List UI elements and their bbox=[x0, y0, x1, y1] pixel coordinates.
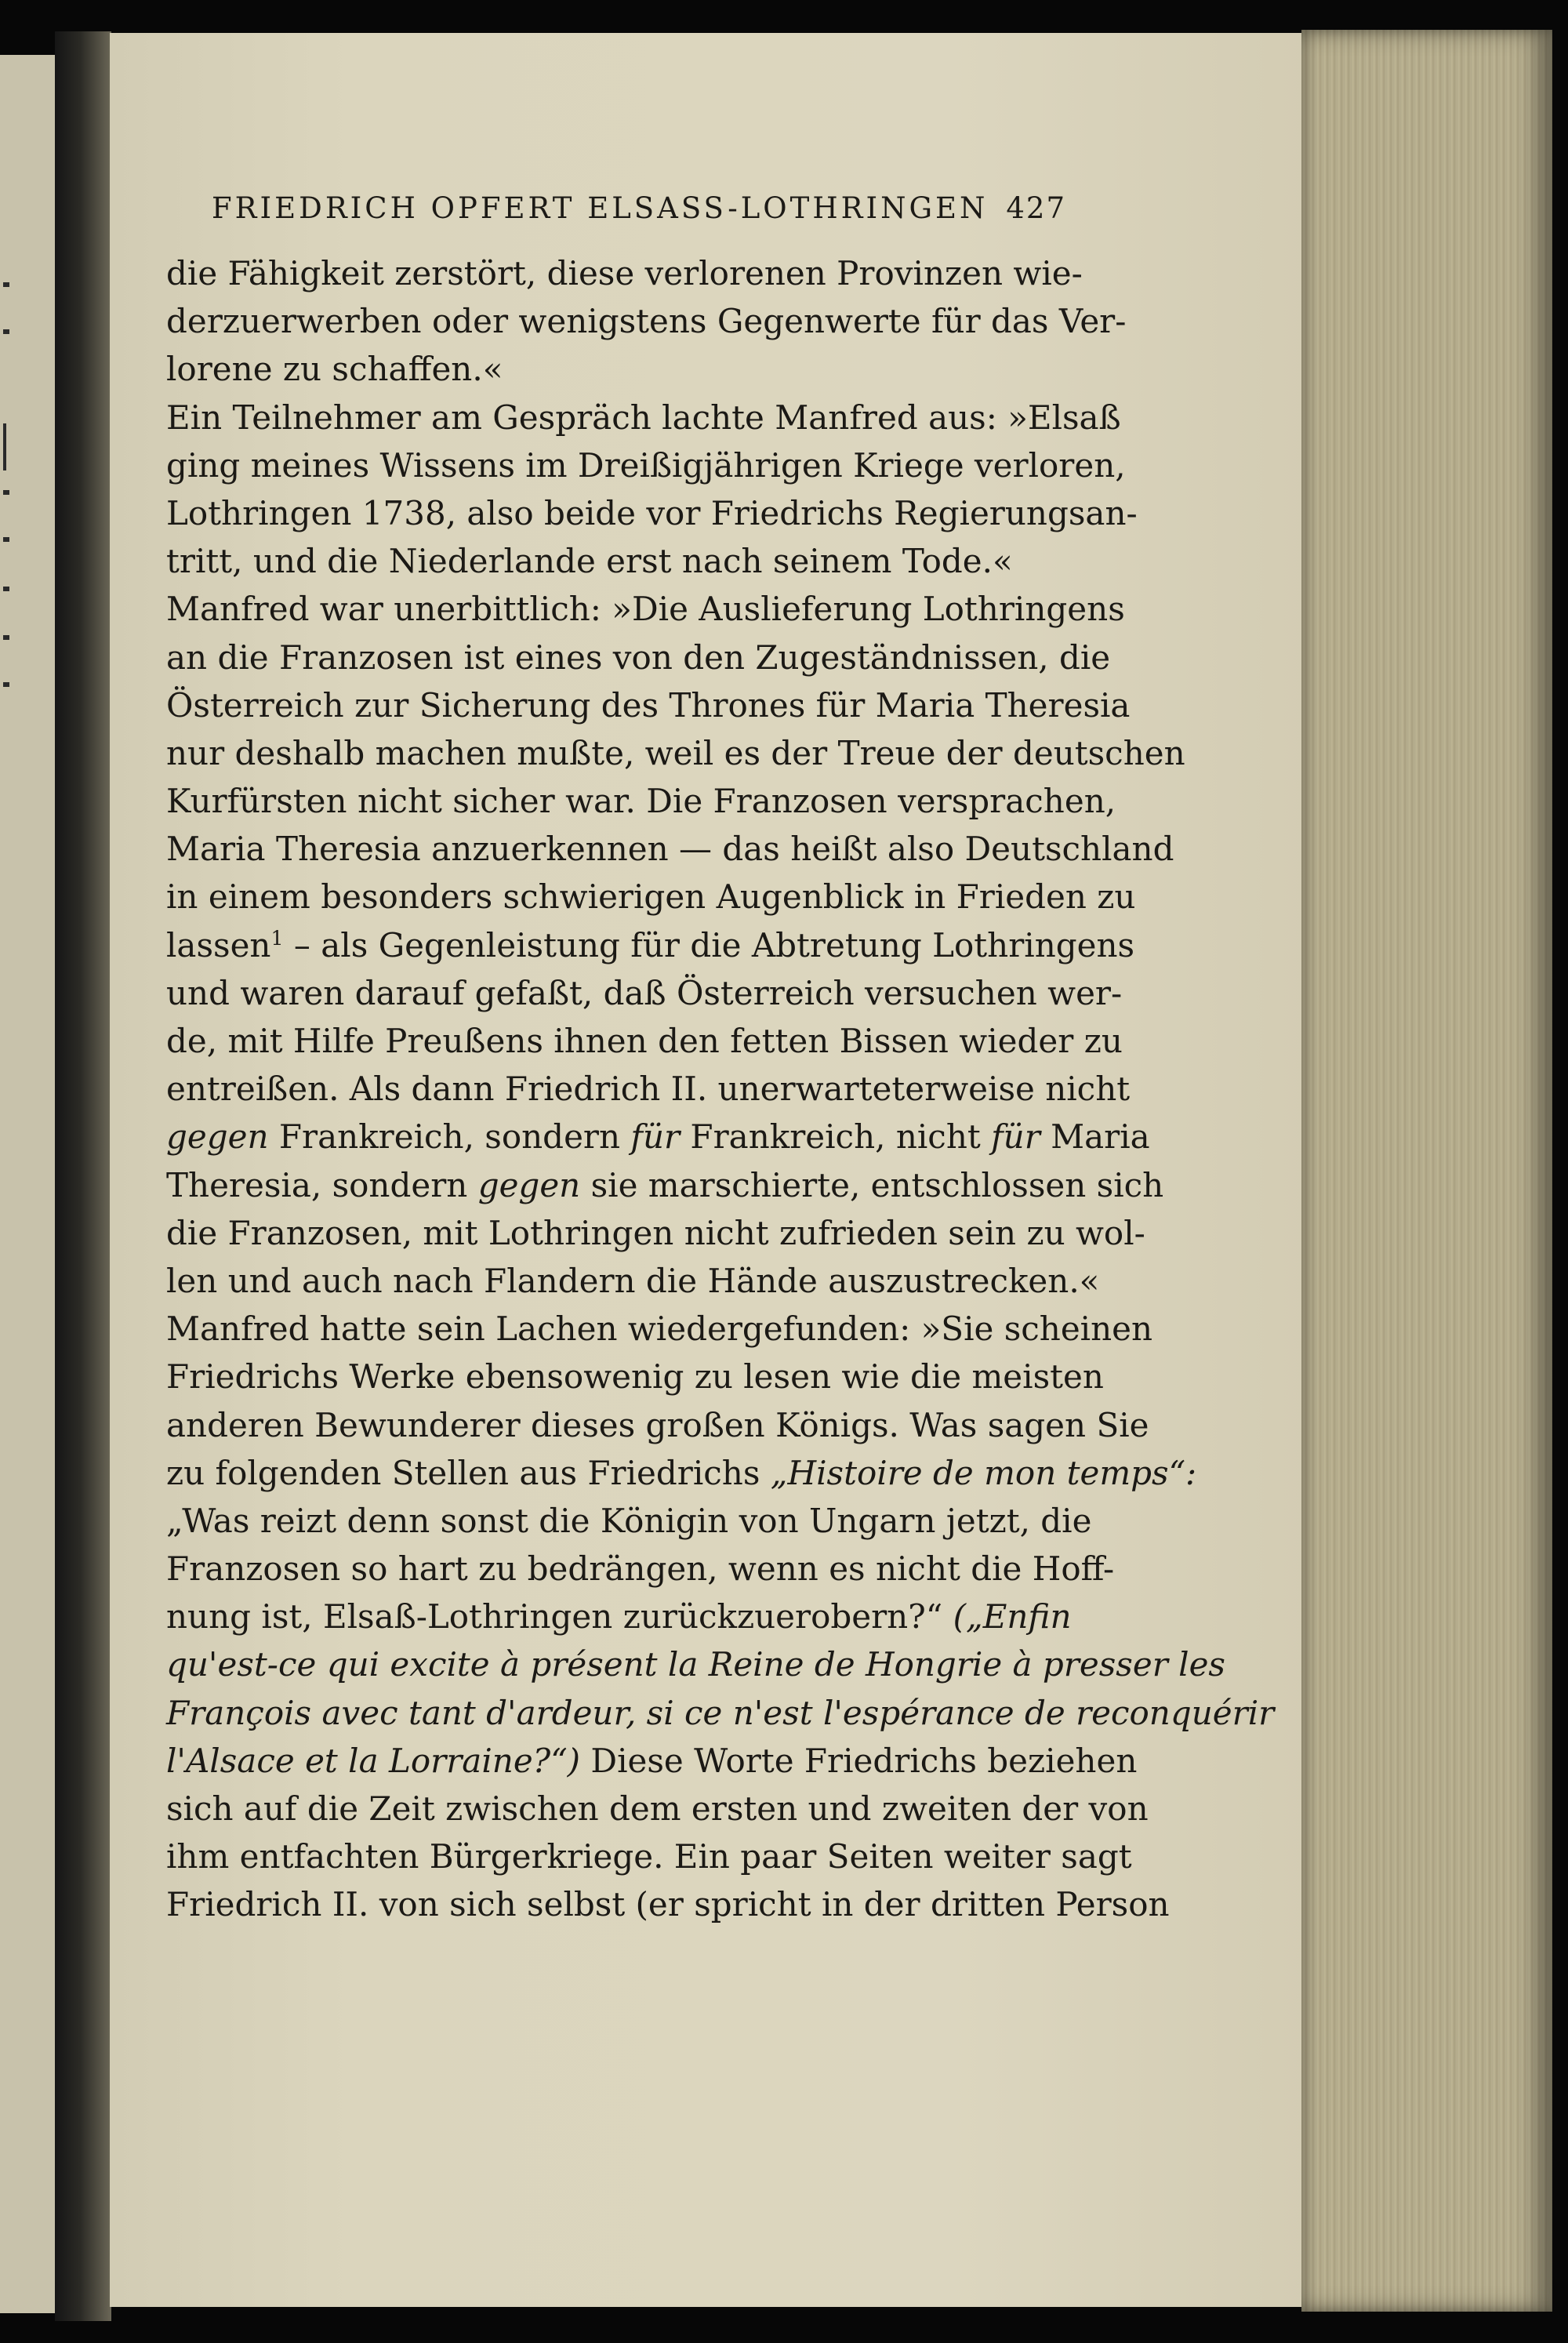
text-line bbox=[166, 1593, 1072, 1640]
text-run: zu folgenden Stellen aus Friedrichs bbox=[166, 1453, 771, 1492]
page-number: 427 bbox=[1006, 191, 1066, 225]
edge-mark bbox=[3, 329, 9, 334]
text-line bbox=[166, 441, 1126, 489]
text-line bbox=[166, 1161, 1164, 1209]
text-line bbox=[166, 634, 1111, 681]
text-line bbox=[166, 681, 1131, 729]
text-line bbox=[166, 1113, 1150, 1161]
text-run: lassen bbox=[166, 925, 271, 964]
left-page-edge bbox=[0, 55, 55, 2313]
text-run: tritt, und die Niederlande erst nach seinem Tode.« bbox=[166, 542, 1013, 581]
edge-mark bbox=[3, 490, 9, 495]
text-run: Manfred war unerbittlich: »Die Auslieferung Lothringens bbox=[166, 590, 1125, 629]
text-line bbox=[166, 345, 1060, 393]
text-line bbox=[166, 1305, 1153, 1353]
text-line bbox=[166, 873, 1136, 921]
book-gutter bbox=[55, 31, 111, 2321]
text-run: Manfred hatte sein Lachen wiedergefunden: »Sie scheinen bbox=[166, 1310, 1153, 1349]
italic-text: gegen bbox=[477, 1165, 581, 1204]
text-line bbox=[166, 1065, 1131, 1113]
text-run: de, mit Hilfe Preußens ihnen den fetten Bissen wieder zu bbox=[166, 1022, 1123, 1060]
text-line bbox=[166, 585, 1125, 633]
text-run: Frankreich, nicht bbox=[680, 1117, 992, 1157]
text-run: Österreich zur Sicherung des Thrones für Maria Theresia bbox=[166, 685, 1131, 725]
text-line bbox=[166, 969, 1123, 1017]
text-line bbox=[166, 1353, 1104, 1400]
edge-mark bbox=[3, 635, 9, 640]
text-run: und waren darauf gefaßt, daß Österreich versuchen wer- bbox=[166, 973, 1123, 1012]
text-run: sich auf die Zeit zwischen dem ersten und zweiten der von bbox=[166, 1789, 1149, 1828]
text-run: Franzosen so hart zu bedrängen, wenn es nicht die Hoff- bbox=[166, 1549, 1115, 1589]
text-run: nur deshalb machen mußte, weil es der Treue der deutschen bbox=[166, 733, 1185, 772]
text-line bbox=[166, 1545, 1115, 1593]
text-run: Frankreich, sondern bbox=[268, 1117, 631, 1157]
text-line bbox=[166, 1833, 1132, 1880]
text-run: Lothringen 1738, also beide vor Friedrichs Regierungsan- bbox=[166, 493, 1138, 532]
text-run: ging meines Wissens im Dreißigjährigen Kriege verloren, bbox=[166, 445, 1126, 485]
page-stack-edge bbox=[1301, 30, 1552, 2312]
italic-text: l'Alsace et la Lorraine?“) bbox=[166, 1741, 581, 1780]
text-run: Maria bbox=[1040, 1117, 1150, 1157]
italic-text: für bbox=[630, 1117, 681, 1157]
body-text bbox=[166, 249, 1275, 1929]
text-run: lorene zu schaffen.« bbox=[166, 350, 503, 389]
running-title: FRIEDRICH OPFERT ELSASS-LOTHRINGEN bbox=[212, 191, 989, 225]
text-run: Diese Worte Friedrichs beziehen bbox=[580, 1741, 1138, 1780]
text-line bbox=[166, 249, 1083, 297]
italic-text: qu'est-ce qui excite à présent la Reine de Hongrie à presser les bbox=[166, 1645, 1225, 1684]
text-line bbox=[166, 1737, 1138, 1785]
text-run: an die Franzosen ist eines von den Zugeständnissen, die bbox=[166, 638, 1111, 677]
italic-text: („Enfin bbox=[953, 1597, 1072, 1636]
text-line bbox=[166, 1640, 1225, 1688]
edge-mark bbox=[3, 282, 9, 287]
text-line bbox=[166, 489, 1138, 537]
text-line bbox=[166, 921, 1135, 969]
text-run: in einem besonders schwierigen Augenblick in Frieden zu bbox=[166, 877, 1136, 917]
text-line bbox=[166, 1449, 1197, 1497]
text-run: Theresia, sondern bbox=[166, 1165, 478, 1204]
edge-mark bbox=[3, 537, 9, 542]
text-run: nung ist, Elsaß-Lothringen zurückzuerobern?“ bbox=[166, 1597, 953, 1636]
text-run: entreißen. Als dann Friedrich II. unerwarteterweise nicht bbox=[166, 1070, 1131, 1109]
edge-mark bbox=[3, 423, 6, 470]
text-line bbox=[166, 1209, 1145, 1257]
text-line bbox=[166, 1689, 1275, 1737]
text-line bbox=[166, 1017, 1123, 1065]
italic-text: gegen bbox=[166, 1117, 269, 1157]
text-line bbox=[166, 1401, 1149, 1449]
text-run: Friedrichs Werke ebensowenig zu lesen wie die meisten bbox=[166, 1357, 1104, 1397]
text-line bbox=[166, 729, 1185, 777]
italic-text: „Histoire de mon temps“: bbox=[770, 1453, 1197, 1492]
text-line bbox=[166, 297, 1127, 345]
text-line bbox=[166, 777, 1116, 825]
text-line bbox=[166, 1497, 1092, 1545]
text-run: „Was reizt denn sonst die Königin von Ungarn jetzt, die bbox=[166, 1501, 1092, 1540]
footnote-marker: 1 bbox=[270, 926, 284, 950]
running-head bbox=[212, 191, 1098, 238]
text-run: len und auch nach Flandern die Hände auszustrecken.« bbox=[166, 1261, 1100, 1300]
text-run: derzuerwerben oder wenigstens Gegenwerte für das Ver- bbox=[166, 302, 1127, 341]
text-run: die Fähigkeit zerstört, diese verlorenen Provinzen wie- bbox=[166, 254, 1083, 292]
text-run: ihm entfachten Bürgerkriege. Ein paar Seiten weiter sagt bbox=[166, 1837, 1132, 1876]
italic-text: François avec tant d'ardeur, si ce n'est l'espérance de reconquérir bbox=[166, 1693, 1275, 1732]
text-run: – als Gegenleistung für die Abtretung Lothringens bbox=[283, 925, 1135, 964]
edge-mark bbox=[3, 587, 9, 591]
text-run: anderen Bewunderer dieses großen Königs. Was sagen Sie bbox=[166, 1405, 1149, 1444]
text-run: Kurfürsten nicht sicher war. Die Franzosen versprachen, bbox=[166, 782, 1116, 821]
text-run: die Franzosen, mit Lothringen nicht zufrieden sein zu wol- bbox=[166, 1213, 1145, 1252]
text-run: sie marschierte, entschlossen sich bbox=[580, 1165, 1164, 1204]
text-line bbox=[166, 537, 1060, 585]
text-line bbox=[166, 1257, 1100, 1305]
text-line bbox=[166, 1785, 1149, 1833]
text-run: Maria Theresia anzuerkennen — das heißt also Deutschland bbox=[166, 830, 1174, 869]
edge-mark bbox=[3, 682, 9, 687]
italic-text: für bbox=[991, 1117, 1040, 1157]
text-line bbox=[166, 825, 1174, 873]
text-line bbox=[166, 1880, 1170, 1928]
text-run: Friedrich II. von sich selbst (er spricht in der dritten Person bbox=[166, 1885, 1170, 1924]
text-line bbox=[166, 394, 1121, 441]
text-run: Ein Teilnehmer am Gespräch lachte Manfred aus: »Elsaß bbox=[166, 398, 1121, 437]
